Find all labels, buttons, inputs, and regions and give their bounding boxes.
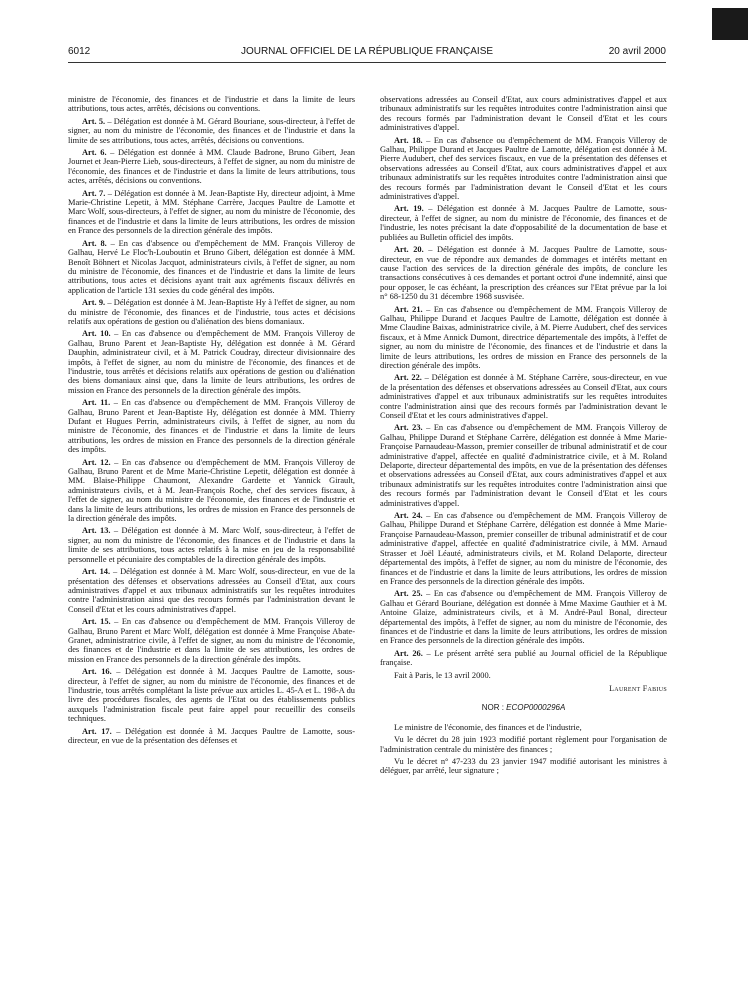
article-paragraph [380,204,667,242]
article-text: ministre de l'économie, des finances et de l'industrie et dans la limite de leurs attributions, tous actes, arrêtés, décisions ou conventions. [68,95,355,114]
article-text: – Le présent arrêté sera publié au Journal officiel de la République française. [380,648,668,668]
article-paragraph [380,511,667,586]
article-text: – Délégation est donnée à M. Stéphane Carrère, sous-directeur, en vue de la présentation des défenses et observations adressées au Conseil d'Etat, aux cours administratives d'appel et aux tribunaux administratifs sur les requêtes introduites contre l'administration ainsi que des recours formés par l'administration devant le Conseil d'Etat et les cours administratives d'appel. [380,373,667,420]
article-text: – Délégation est donnée à M. Jacques Paultre de Lamotte, sous-directeur, en vue de répondre aux demandes de dommages et intérêts mettant en cause l'action des services de la direction générale des impôts, de conclure les transactions consécutives à ces demandes et portant octroi d'une indemnité, ainsi que pour opposer, le cas échéant, la prescription des créances sur l'Etat prévue par la loi n° 68-1250 du 31 décembre 1968 susvisée. [380,245,667,302]
left-column [68,95,355,748]
article-paragraph [68,239,355,295]
article-number: Art. 18. [394,135,423,145]
page-corner-mark [712,8,748,40]
article-text: – Délégation est donnée à MM. Claude Badrone, Bruno Gibert, Jean Journet et Jean-Pierre Lieb, sous-directeurs, à l'effet de signer, au nom du ministre de l'économie, des finances et de l'industrie et dans la limite de leurs attributions, tous actes, arrêtés, décisions ou conventions. [68,148,355,186]
header-rule [68,62,666,63]
visa-line: Vu le décret du 28 juin 1923 modifié portant règlement pour l'organisation de l'administration centrale du ministère des finances ; [380,735,667,754]
article-text: observations adressées au Conseil d'Etat, aux cours administratives d'appel et aux tribunaux administratifs sur les requêtes introduites contre l'administration ainsi que des recours formés par l'administration devant le Conseil d'Etat et les cours administratives d'appel. [380,95,667,133]
article-number: Art. 10. [82,329,111,339]
signature: Laurent Fabius [609,683,667,693]
article-paragraph [68,667,355,723]
article-number: Art. 14. [82,567,111,577]
article-text: – En cas d'absence ou d'empêchement de MM. François Villeroy de Galhau, Hervé Le Floc'h-Louboutin et Bruno Gibert, délégation est donnée à MM. Benoît Böhnert et Nicolas Jacquot, administrateurs civils, à l'effet de signer, au nom du ministre de l'économie, des finances et de l'industrie et dans la limite de leurs attributions, tous actes et décisions ayant trait aux agréments fiscaux délivrés en application de l'article 131 sexies du code général des impôts. [68,238,355,295]
article-paragraph [68,458,355,524]
article-text: – Délégation est donnée à M. Jacques Paultre de Lamotte, sous-directeur, en vue de la présentation des défenses et [68,726,355,745]
article-paragraph [380,136,667,202]
article-paragraph [380,305,667,371]
article-text: – En cas d'absence ou d'empêchement de MM. François Villeroy de Galhau, Philippe Durand et Stéphane Carrère, délégation est donnée à Mme Marie-Françoise Parnaudeau-Masson, premier conseiller de tribunal administratif et de cour administrative d'appel, affectée en qualité d'administratrice civile, et à M. Roland Delaporte, directeur départemental des impôts, en vue de la présentation des défenses et observations adressées au Conseil d'Etat, aux cours administratives d'appel et aux tribunaux administratifs sur les requêtes introduites contre l'administration ainsi que des recours formés par l'administration devant le Conseil d'Etat et les cours administratives d'appel. [380,423,667,508]
article-text: – En cas d'absence ou d'empêchement de MM. François Villeroy de Galhau, Philippe Durand et Jacques Paultre de Lamotte, délégation est donnée à M. Pierre Audubert, chef des services fiscaux, en vue de la présentation des défenses et observations adressées au Conseil d'Etat, aux cours administratives d'appel et aux tribunaux administratifs sur les requêtes introduites contre l'administration ainsi que des recours formés par l'administration devant le Conseil d'Etat et les cours administratives d'appel. [380,135,667,202]
article-number: Art. 23. [394,423,423,433]
article-text: – En cas d'absence ou d'empêchement de MM. François Villeroy de Galhau, Philippe Durand et Stéphane Carrère, délégation est donnée à Mme Marie-Françoise Parnaudeau-Masson, premier conseiller de tribunal administratif et de cour administrative d'appel, affectée en qualité d'administratrice civile, à MM. Arnaud Strasser et Joël Léauté, administrateurs civils, et M. Roland Delaporte, directeur départemental des impôts, à l'effet de signer, au nom du ministre de l'économie, des finances et de l'industrie et dans la limite de leurs attributions, les ordres de mission en France des personnels de la direction générale des impôts. [380,511,667,586]
minister-line: Le ministre de l'économie, des finances et de l'industrie, [394,722,582,732]
article-number: Art. 21. [394,304,423,314]
article-number: Art. 16. [82,667,112,677]
article-text: – En cas d'absence ou d'empêchement de MM. François Villeroy de Galhau et Gérard Bouriane, délégation est donnée à Mme Maxime Gauthier et à M. Antoine Glaize, administrateurs civils, et à M. André-Paul Bonal, directeur départemental des impôts, à l'effet de signer, au nom du ministre de l'économie, des finances et de l'industrie et dans la limite de leurs attributions, les ordres de mission en France des personnels de la direction générale des impôts. [380,589,667,646]
visa-line: Vu le décret n° 47-233 du 23 janvier 1947 modifié autorisant les ministres à déléguer, par arrêté, leur signature ; [380,757,667,776]
article-number: Art. 6. [82,148,107,158]
article-paragraph [68,298,355,326]
article-number: Art. 19. [394,204,424,214]
continued-paragraph [380,95,667,133]
article-number: Art. 15. [82,617,111,627]
issue-date: 20 avril 2000 [608,46,666,57]
article-text: – En cas d'absence ou d'empêchement de MM. François Villeroy de Galhau, Bruno Parent et Jean-Baptiste Hy, délégation est donnée à MM. Thierry Dufant et Hugues Perrin, administrateurs civils, à l'effet de signer, au nom du ministre de l'économie, des finances et de l'industrie et dans la limite de leurs attributions, les ordres de mission en France des personnels de la direction générale des impôts. [68,398,356,455]
article-paragraph [68,398,355,454]
article-text: – Délégation est donnée à M. Jean-Baptiste Hy à l'effet de signer, au nom du ministre de l'économie, des finances et de l'industrie, tous actes et décisions relatifs aux opérations de gestion ou d'aliénation des biens domaniaux. [68,298,355,326]
article-number: Art. 20. [394,245,424,255]
journal-title: JOURNAL OFFICIEL DE LA RÉPUBLIQUE FRANÇAISE [240,46,494,57]
article-paragraph [380,245,667,301]
article-text: – En cas d'absence ou d'empêchement de MM. François Villeroy de Galhau, Philippe Durand et Jacques Paultre de Lamotte, délégation est donnée à Mme Claudine Baixas, administratrice civile, à M. Pierre Audubert, chef des services fiscaux, et à Mme Annick Dumont, directrice départementale des impôts, à l'effet de signer, au nom du ministre de l'économie, des finances et de l'industrie et dans la limite de leurs attributions, les ordres de mission en France des personnels de la direction générale des impôts. [380,304,667,370]
page-header [68,46,666,60]
article-number: Art. 25. [394,589,423,599]
continued-paragraph [68,95,355,114]
article-text: – Délégation est donnée à M. Marc Wolf, sous-directeur, en vue de la présentation des défenses et observations adressées au Conseil d'Etat, aux cours administratives d'appel et aux tribunaux administratifs sur les requêtes introduites contre l'administration ainsi que des recours formés par l'administration devant le Conseil d'Etat et les cours administratives d'appel. [68,567,355,614]
article-number: Art. 9. [82,298,106,308]
article-text: – En cas d'absence ou d'empêchement de MM. François Villeroy de Galhau, Bruno Parent et Jean-Baptiste Hy, délégation est donnée à M. Gérard Dauphin, administrateur civil, et à M. Patrick Coudray, directeur divisionnaire des impôts, à l'effet de signer, au nom du ministre de l'économie, des finances et de l'industrie, tous arrêtés et décisions relatifs aux opérations de gestion ou d'aliénation des biens domaniaux ainsi que, dans la limite de leurs attributions, les ordres de mission en France des personnels de la direction générale des impôts. [68,329,355,395]
article-paragraph [68,617,355,664]
article-paragraph [68,329,355,395]
article-paragraph [380,423,667,508]
article-paragraph [68,117,355,145]
right-column [380,95,667,779]
article-text: – Délégation est donnée à M. Jacques Paultre de Lamotte, sous-directeur, à l'effet de signer, au nom du ministre de l'économie, des finances et de l'industrie, tous arrêtés complétant la liste prévue aux articles L. 45-A et L. 198-A du livre des procédures fiscales, des agents de l'Etat ou des établissements publics auxquels l'administration fiscale peut faire appel pour recueillir des conseils techniques. [68,667,355,724]
article-number: Art. 12. [82,457,111,467]
nor-reference [380,703,667,712]
article-number: Art. 26. [394,648,423,658]
article-text: – En cas d'absence ou d'empêchement de MM. François Villeroy de Galhau, Bruno Parent et Marc Wolf, délégation est donnée à Mme Françoise Abate-Granet, administratrice civile, à l'effet de signer, au nom du ministre de l'économie, des finances et de l'industrie et dans la limite de ses attributions, les ordres de mission en France des personnels de la direction générale des impôts. [68,617,355,664]
article-paragraph [68,567,355,614]
article-number: Art. 24. [394,511,423,521]
article-paragraph [380,649,667,668]
article-number: Art. 17. [82,726,112,736]
article-number: Art. 5. [82,116,106,126]
article-number: Art. 22. [394,373,422,383]
article-number: Art. 7. [82,188,106,198]
article-number: Art. 8. [82,238,107,248]
article-paragraph [380,589,667,645]
article-paragraph [380,373,667,420]
article-text: – En cas d'absence ou d'empêchement de MM. François Villeroy de Galhau, Bruno Parent et de Mme Marie-Christine Lepetit, délégation est donnée à MM. Blaise-Philippe Chaumont, Alexandre Gardette et Yannick Girault, administrateurs civils, et à M. Jean-François Roche, chef des services fiscaux, à l'effet de signer, au nom du ministre de l'économie, des finances et de l'industrie et dans la limite de leurs attributions, les ordres de mission en France des personnels de la direction générale des impôts. [68,457,355,524]
right-column-articles [380,95,667,668]
article-paragraph [68,148,355,186]
article-number: Art. 13. [82,526,111,536]
article-text: – Délégation est donnée à M. Jean-Baptiste Hy, directeur adjoint, à Mme Marie-Christine Lepetit, à MM. Stéphane Carrère, Jacques Paultre de Lamotte et Marc Wolf, sous-directeurs, à l'effet de signer, au nom du ministre de l'économie, des finances et de l'industrie et dans la limite de leurs attributions, les ordres de mission en France des personnels de la direction générale des impôts. [68,188,355,236]
article-paragraph [68,727,355,746]
article-paragraph [68,189,355,236]
nor-label: NOR : [481,703,504,713]
article-text: – Délégation est donnée à M. Marc Wolf, sous-directeur, à l'effet de signer, au nom du ministre de l'économie, des finances et de l'industrie et dans la limite de ses attributions, tous actes relatifs à la mise en jeu de la responsabilité personnelle et pécuniaire des comptables de la direction générale des impôts. [68,526,356,564]
article-text: – Délégation est donnée à M. Gérard Bouriane, sous-directeur, à l'effet de signer, au nom du ministre de l'économie, des finances et de l'industrie et dans la limite de ses attributions, tous actes, arrêtés, décisions ou conventions. [68,116,355,145]
done-at-line: Fait à Paris, le 13 avril 2000. [394,670,491,680]
article-number: Art. 11. [82,398,111,408]
page-number: 6012 [68,46,91,57]
nor-code: ECOP0000296A [506,703,566,713]
article-text: – Délégation est donnée à M. Jacques Paultre de Lamotte, sous-directeur, à l'effet de signer, au nom du ministre de l'économie, des finances et de l'industrie, les notes précisant la date d'opposabilité de la documentation de base et publiées au Bulletin officiel des impôts. [380,204,667,242]
article-paragraph [68,526,355,564]
